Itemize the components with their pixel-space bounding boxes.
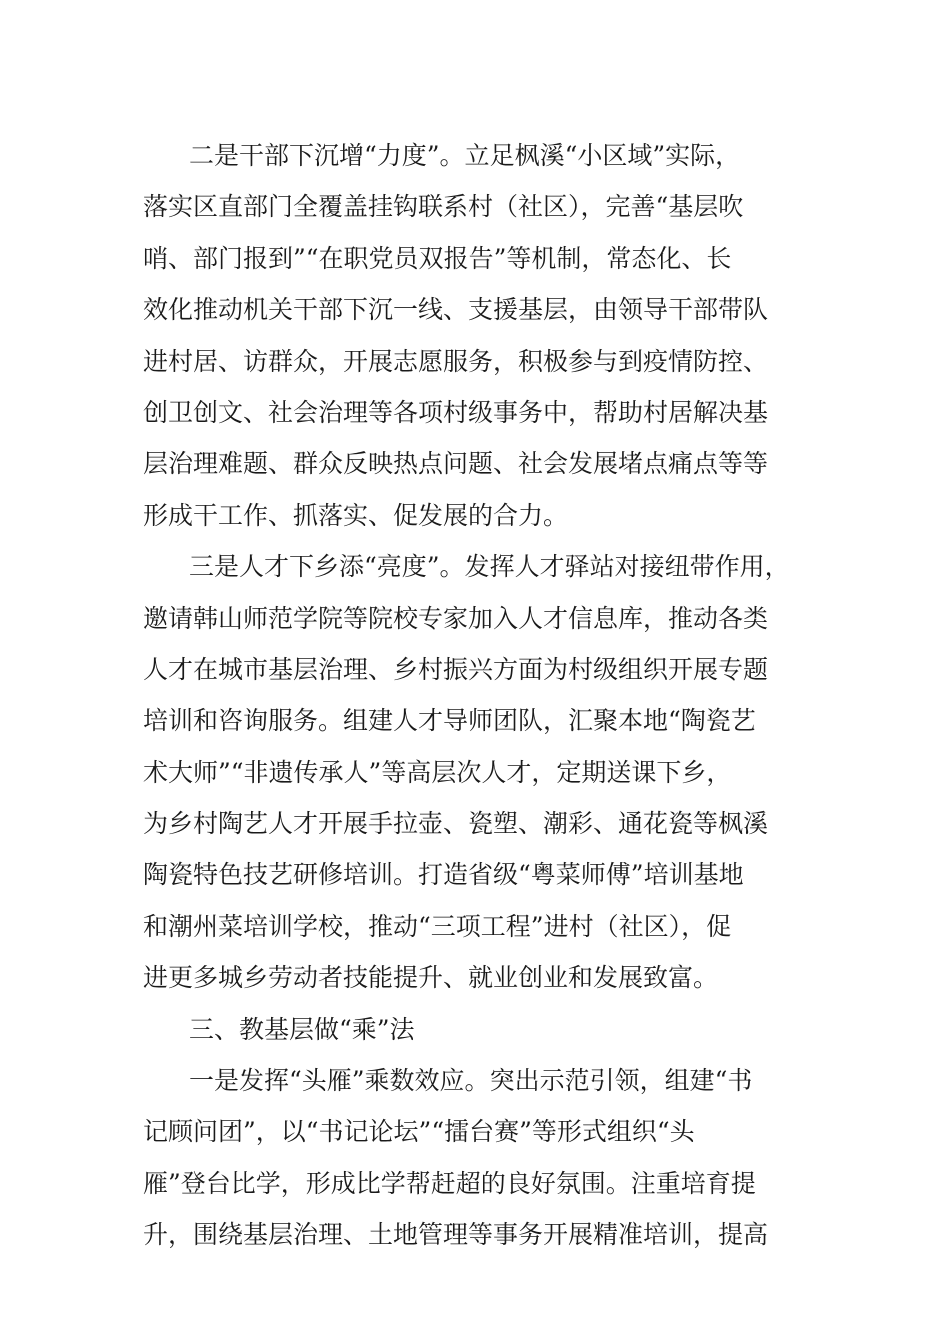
text-line: 创卫创文、社会治理等各项村级事务中，帮助村居解决基 [143,397,769,427]
text-line: 雁”登台比学，形成比学帮赶超的良好氛围。注重培育提 [143,1168,756,1198]
text-line: 进村居、访群众，开展志愿服务，积极参与到疫情防控、 [143,346,769,376]
text-line: 层治理难题、群众反映热点问题、社会发展堵点痛点等等 [143,449,769,479]
text-line: 人才在城市基层治理、乡村振兴方面为村级组织开展专题 [143,654,769,684]
text-line: 二是干部下沉增“力度”。立足枫溪“小区域”实际， [189,141,741,170]
text-line: 陶瓷特色技艺研修培训。打造省级“粤菜师傅”培训基地 [143,860,744,890]
text-line: 培训和咨询服务。组建人才导师团队，汇聚本地“陶瓷艺 [143,706,756,736]
document-body [143,130,808,1261]
text-line: 进更多城乡劳动者技能提升、就业创业和发展致富。 [143,963,719,993]
text-line: 为乡村陶艺人才开展手拉壶、瓷塑、潮彩、通花瓷等枫溪 [143,809,769,839]
section-heading: 三、教基层做“乘”法 [189,1014,415,1044]
text-line: 升，围绕基层治理、土地管理等事务开展精准培训，提高 [143,1220,769,1250]
text-line: 术大师”“非遗传承人”等高层次人才，定期送课下乡， [143,757,732,787]
text-line: 哨、部门报到”“在职党员双报告”等机制，常态化、长 [143,243,732,273]
text-line: 记顾问团”，以“书记论坛”“擂台赛”等形式组织“头 [143,1117,695,1147]
text-line: 三是人才下乡添“亮度”。发挥人才驿站对接纽带作用， [189,552,790,582]
text-line: 邀请韩山师范学院等院校专家加入人才信息库，推动各类 [143,603,769,633]
text-line: 形成干工作、抓落实、促发展的合力。 [143,500,569,530]
text-line: 和潮州菜培训学校，推动“三项工程”进村（社区），促 [143,911,732,941]
text-line: 落实区直部门全覆盖挂钩联系村（社区），完善“基层吹 [143,192,744,222]
text-line: 效化推动机关干部下沉一线、支援基层，由领导干部带队 [143,295,769,325]
text-line: 一是发挥“头雁”乘数效应。突出示范引领，组建“书 [189,1066,753,1096]
